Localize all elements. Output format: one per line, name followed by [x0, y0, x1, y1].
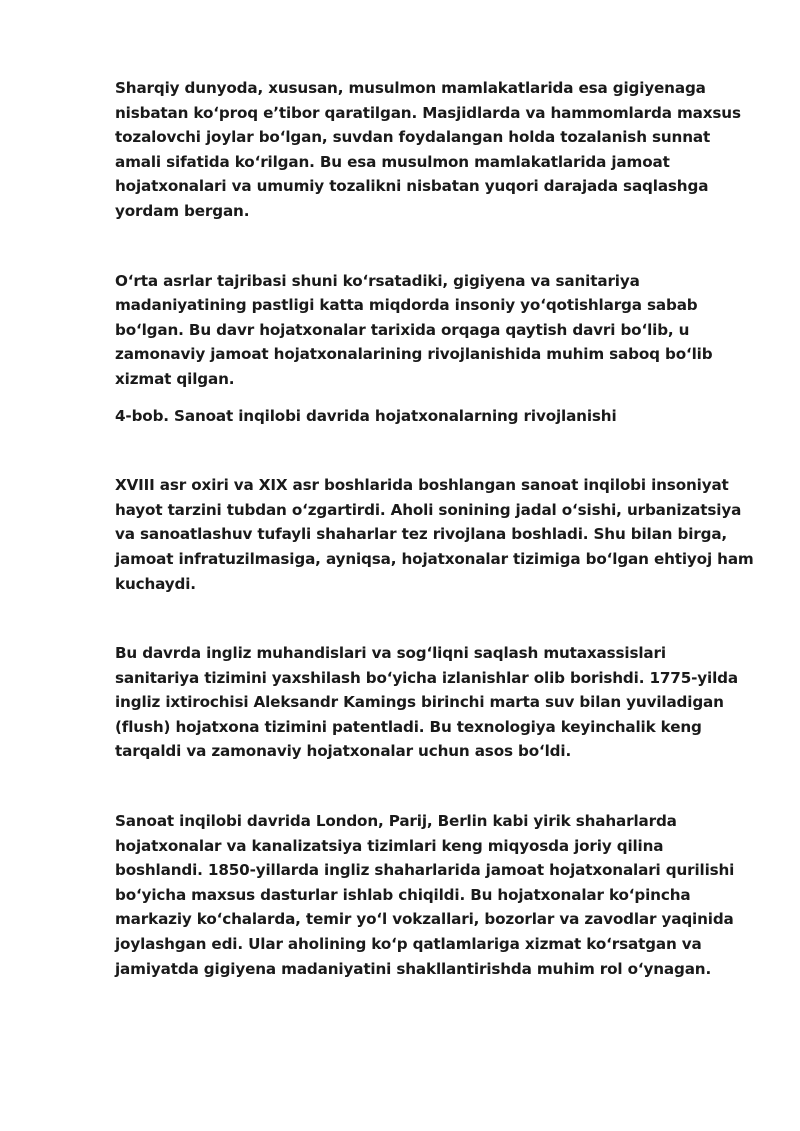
- paragraph-public-toilets-cities: Sanoat inqilobi davrida London, Parij, Berlin kabi yirik shaharlarda hojatxonalar va kanalizatsiya tizimlari keng miqyosda joriy qilina boshlandi. 1850-yillarda ingliz shaharlarida jamoat hojatxonalari qurilishi boʻyicha maxsus dasturlar ishlab chiqildi. Bu hojatxonalar koʻpincha markaziy koʻchalarda, temir yoʻl vokzallari, bozorlar va zavodlar yaqinida joylashgan edi. Ular aholining koʻp qatlamlariga xizmat koʻrsatgan va jamiyatda gigiyena madaniyatini shakllantirishda muhim rol oʻynagan.: [115, 812, 735, 978]
- paragraph-eastern-hygiene: Sharqiy dunyoda, xususan, musulmon mamlakatlarida esa gigiyenaga nisbatan koʻproq eʼtibor qaratilgan. Masjidlarda va hammomlarda maxsus tozalovchi joylar boʻlgan, suvdan foydalangan holda tozalanish sunnat amali sifatida koʻrilgan. Bu esa musulmon mamlakatlarida jamoat hojatxonalari va umumiy tozalikni nisbatan yuqori darajada saqlashga yordam bergan.: [115, 79, 741, 220]
- paragraph-middle-ages-lesson: Oʻrta asrlar tajribasi shuni koʻrsatadiki, gigiyena va sanitariya madaniyatining pastligi katta miqdorda insoniy yoʻqotishlarga sabab boʻlgan. Bu davr hojatxonalar tarixida orqaga qaytish davri boʻlib, u zamonaviy jamoat hojatxonalarining rivojlanishida muhim saboq boʻlib xizmat qilgan.: [115, 271, 713, 388]
- paragraph-flush-toilet-invention: Bu davrda ingliz muhandislari va sogʻliqni saqlash mutaxassislari sanitariya tizimini yaxshilash boʻyicha izlanishlar olib borishdi. 1775-yilda ingliz ixtirochisi Aleksandr Kamings birinchi marta suv bilan yuviladigan (flush) hojatxona tizimini patentladi. Bu texnologiya keyinchalik keng tarqaldi va zamonaviy hojatxonalar uchun asos boʻldi.: [115, 644, 738, 761]
- section-heading: 4-bob. Sanoat inqilobi davrida hojatxonalarning rivojlanishi: [115, 406, 617, 425]
- document-page: [115, 76, 755, 981]
- paragraph-industrial-revolution: XVIII asr oxiri va XIX asr boshlarida boshlangan sanoat inqilobi insoniyat hayot tarzini tubdan oʻzgartirdi. Aholi sonining jadal oʻsishi, urbanizatsiya va sanoatlashuv tufayli shaharlar tez rivojlana boshladi. Shu bilan birga, jamoat infratuzilmasiga, ayniqsa, hojatxonalar tizimiga boʻlgan ehtiyoj ham kuchaydi.: [115, 476, 754, 593]
